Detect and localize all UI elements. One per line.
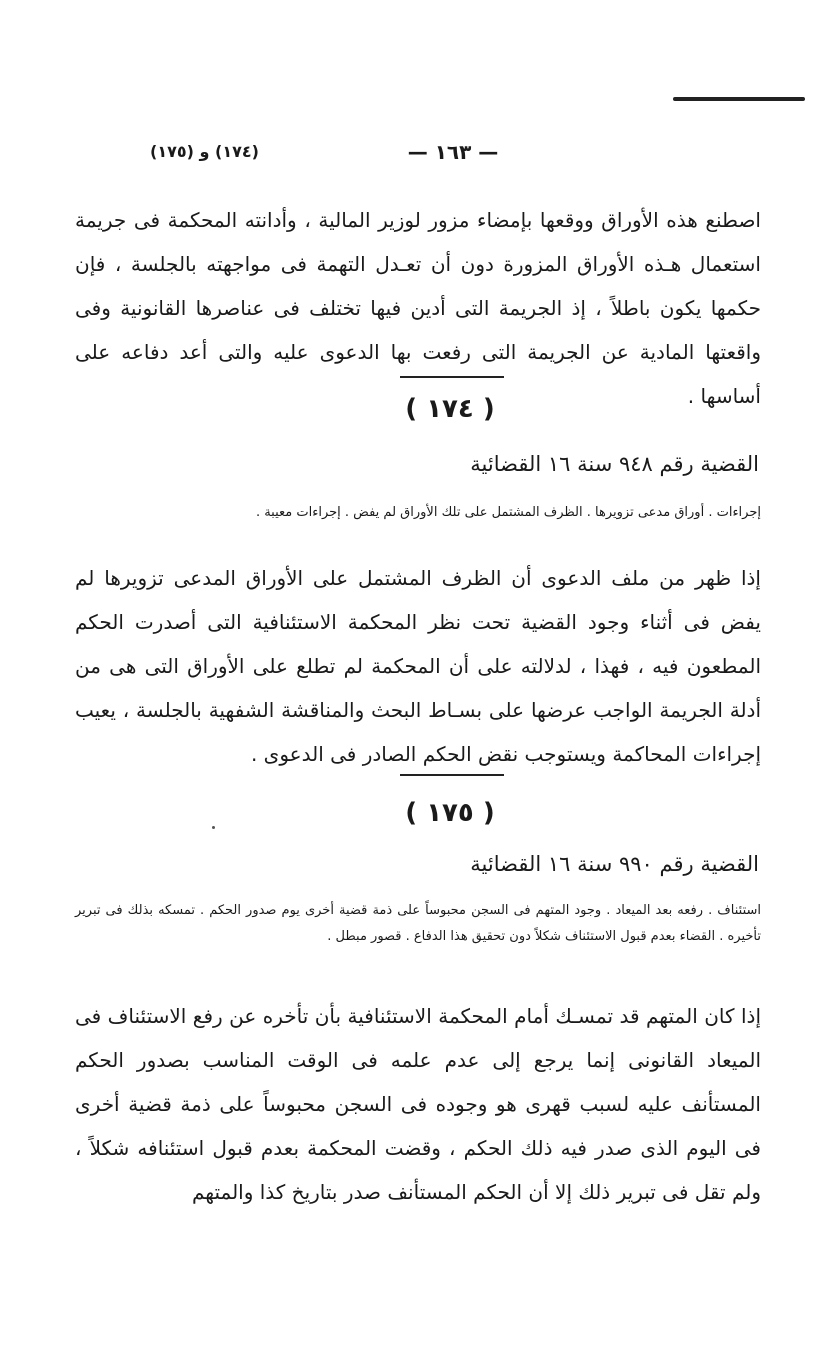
section-divider [400, 376, 504, 378]
section-number-174: ( ١٧٤ ) [405, 394, 495, 424]
section-divider [400, 774, 504, 776]
running-head-case-range: (١٧٤) و (١٧٥) [150, 142, 259, 161]
case-title-174: القضية رقم ٩٤٨ سنة ١٦ القضائية [470, 452, 759, 476]
page-header [150, 140, 677, 170]
headnote-175: استئناف . رفعه بعد الميعاد . وجود المتهم فى السجن محبوساً على ذمة قضية أخرى يوم صدور الحكم . تمسكه بذلك فى تبرير تأخيره . القضاء بعدم قبول الاستئناف شكلاً دون تحقيق هذا الدفاع . قصور مبطل . [75, 903, 761, 944]
ruling-paragraph-175: إذا كان المتهم قد تمسـك أمام المحكمة الاستئنافية بأن تأخره عن رفع الاستئناف فى الميعاد القانونى إنما يرجع إلى عدم علمه فى الوقت المناسب بصدور الحكم المستأنف عليه لسبب قهرى هو وجوده فى السجن محبوساً على ذمة قضية أخرى فى اليوم الذى صدر فيه ذلك الحكم ، وقضت المحكمة بعدم قبول استئنافه شكلاً ، ولم تقل فى تبرير ذلك إلا أن الحكم المستأنف صدر بتاريخ كذا والمتهم [75, 1004, 761, 1204]
page-number: — ١٦٣ — [407, 140, 499, 164]
intro-paragraph: اصطنع هذه الأوراق ووقعها بإمضاء مزور لوزير المالية ، وأدانته المحكمة فى جريمة استعمال هـذه الأوراق المزورة دون أن تعـدل التهمة فى مواجهته بالجلسة ، فإن حكمها يكون باطلاً ، إذ الجريمة التى أدين فيها تختلف فى عناصرها القانونية وفى واقعتها المادية عن الجريمة التى رفعت بها الدعوى عليه والتى أعد دفاعه على أساسها . [75, 208, 761, 408]
section-number-175: ( ١٧٥ ) [405, 798, 495, 828]
headnote-174: إجراءات . أوراق مدعى تزويرها . الظرف المشتمل على تلك الأوراق لم يفض . إجراءات معيبة . [255, 505, 761, 520]
ruling-paragraph-174: إذا ظهر من ملف الدعوى أن الظرف المشتمل على الأوراق المدعى تزويرها لم يفض فى أثناء وجود القضية تحت نظر المحكمة الاستئنافية التى أصدرت الحكم المطعون فيه ، فهذا ، لدلالته على أن المحكمة لم تطلع على الأوراق التى هى من أدلة الجريمة الواجب عرضها على بسـاط البحث والمناقشة الشفهية بالجلسة ، يعيب إجراءات المحاكمة ويستوجب نقض الحكم الصادر فى الدعوى . [75, 566, 761, 766]
scan-speck [212, 826, 215, 829]
case-title-175: القضية رقم ٩٩٠ سنة ١٦ القضائية [470, 852, 759, 876]
scan-edge-mark [673, 97, 805, 101]
